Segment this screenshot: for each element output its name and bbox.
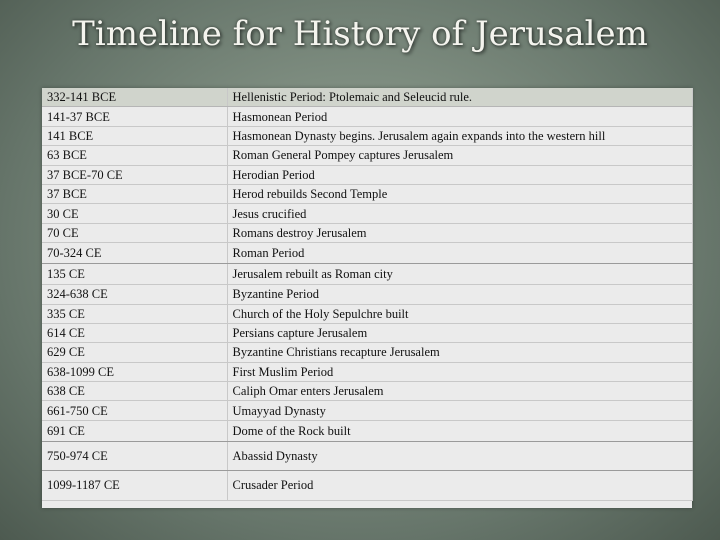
table-row xyxy=(42,264,692,285)
date-cell: 629 CE xyxy=(42,343,227,362)
date-cell: 70-324 CE xyxy=(42,243,227,264)
event-cell: Hasmonean Period xyxy=(227,107,692,126)
event-cell: Romans destroy Jerusalem xyxy=(227,223,692,242)
event-cell: Dome of the Rock built xyxy=(227,420,692,441)
table-row xyxy=(42,362,692,381)
table-row xyxy=(42,470,692,500)
date-cell: 63 BCE xyxy=(42,146,227,165)
date-cell: 335 CE xyxy=(42,304,227,323)
event-cell: Umayyad Dynasty xyxy=(227,401,692,420)
event-cell: Roman General Pompey captures Jerusalem xyxy=(227,146,692,165)
date-cell: 1099-1187 CE xyxy=(42,470,227,500)
table-row xyxy=(42,382,692,401)
date-cell: 750-974 CE xyxy=(42,441,227,470)
table-row xyxy=(42,146,692,165)
date-cell: 70 CE xyxy=(42,223,227,242)
date-cell: 324-638 CE xyxy=(42,285,227,304)
timeline-table-container xyxy=(42,88,692,508)
event-cell: Byzantine Period xyxy=(227,285,692,304)
date-cell: 141 BCE xyxy=(42,126,227,145)
table-row xyxy=(42,343,692,362)
date-cell: 332-141 BCE xyxy=(42,88,227,107)
event-cell: Herodian Period xyxy=(227,165,692,184)
table-row xyxy=(42,223,692,242)
table-row xyxy=(42,285,692,304)
date-cell: 141-37 BCE xyxy=(42,107,227,126)
date-cell: 37 BCE xyxy=(42,184,227,203)
event-cell: Jesus crucified xyxy=(227,204,692,223)
event-cell: Hellenistic Period: Ptolemaic and Seleucid rule. xyxy=(227,88,692,107)
event-cell: Hasmonean Dynasty begins. Jerusalem again expands into the western hill xyxy=(227,126,692,145)
timeline-table xyxy=(42,88,693,501)
date-cell: 135 CE xyxy=(42,264,227,285)
table-row xyxy=(42,441,692,470)
event-cell: Crusader Period xyxy=(227,470,692,500)
slide-title: Timeline for History of Jerusalem xyxy=(72,14,648,54)
date-cell: 691 CE xyxy=(42,420,227,441)
date-cell: 638-1099 CE xyxy=(42,362,227,381)
table-row xyxy=(42,323,692,342)
date-cell: 37 BCE-70 CE xyxy=(42,165,227,184)
table-row xyxy=(42,401,692,420)
event-cell: First Muslim Period xyxy=(227,362,692,381)
date-cell: 30 CE xyxy=(42,204,227,223)
table-row xyxy=(42,88,692,107)
table-row xyxy=(42,165,692,184)
event-cell: Byzantine Christians recapture Jerusalem xyxy=(227,343,692,362)
date-cell: 661-750 CE xyxy=(42,401,227,420)
event-cell: Roman Period xyxy=(227,243,692,264)
event-cell: Caliph Omar enters Jerusalem xyxy=(227,382,692,401)
table-row xyxy=(42,184,692,203)
date-cell: 638 CE xyxy=(42,382,227,401)
event-cell: Church of the Holy Sepulchre built xyxy=(227,304,692,323)
table-row xyxy=(42,126,692,145)
table-row xyxy=(42,420,692,441)
date-cell: 614 CE xyxy=(42,323,227,342)
event-cell: Herod rebuilds Second Temple xyxy=(227,184,692,203)
table-row xyxy=(42,204,692,223)
table-row xyxy=(42,107,692,126)
event-cell: Persians capture Jerusalem xyxy=(227,323,692,342)
event-cell: Abassid Dynasty xyxy=(227,441,692,470)
table-row xyxy=(42,243,692,264)
event-cell: Jerusalem rebuilt as Roman city xyxy=(227,264,692,285)
table-row xyxy=(42,304,692,323)
